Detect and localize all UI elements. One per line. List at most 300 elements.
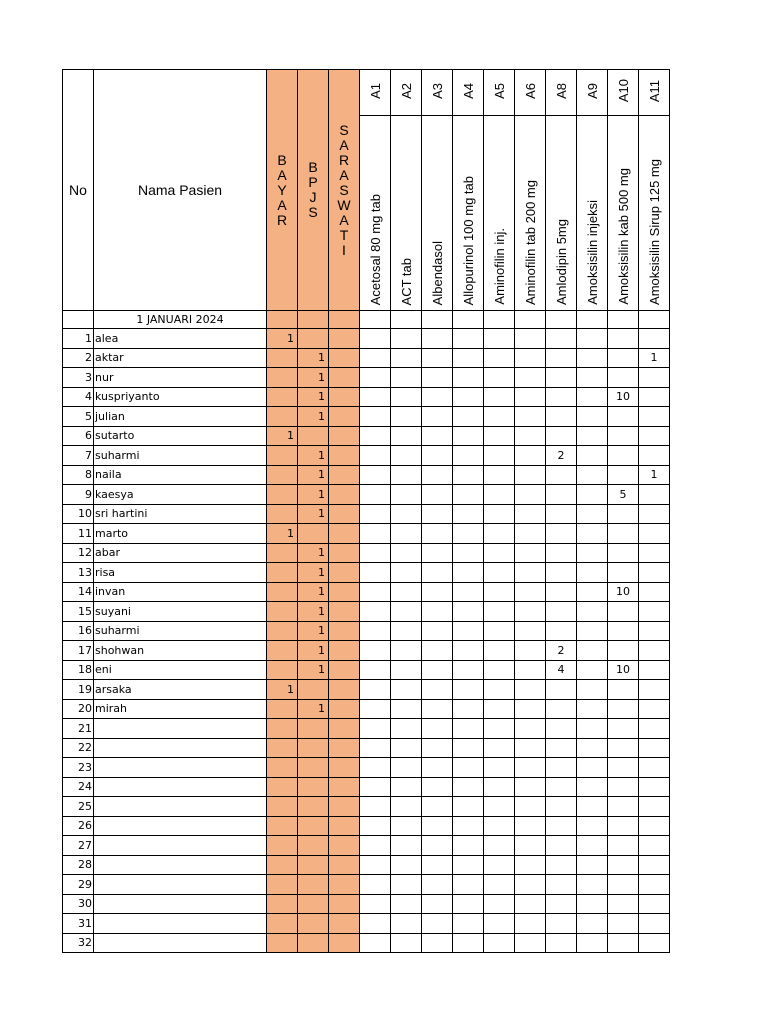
drug-quantity-cell[interactable]: [639, 836, 670, 856]
drug-quantity-cell[interactable]: [484, 797, 515, 817]
drug-quantity-cell[interactable]: [577, 875, 608, 895]
drug-quantity-cell[interactable]: [453, 446, 484, 466]
drug-quantity-cell[interactable]: [422, 543, 453, 563]
drug-quantity-cell[interactable]: [391, 329, 422, 349]
drug-quantity-cell[interactable]: [453, 465, 484, 485]
patient-name-cell[interactable]: kaesya: [94, 485, 267, 505]
drug-quantity-cell[interactable]: [515, 719, 546, 739]
drug-quantity-cell[interactable]: [546, 875, 577, 895]
drug-quantity-cell[interactable]: [360, 758, 391, 778]
drug-quantity-cell[interactable]: [360, 738, 391, 758]
payment-cell[interactable]: [267, 348, 298, 368]
payment-cell[interactable]: [329, 777, 360, 797]
drug-quantity-cell[interactable]: [577, 777, 608, 797]
payment-cell[interactable]: 1: [298, 582, 329, 602]
drug-quantity-cell[interactable]: [515, 563, 546, 583]
drug-quantity-cell[interactable]: [484, 933, 515, 953]
drug-quantity-cell[interactable]: [639, 368, 670, 388]
drug-quantity-cell[interactable]: [360, 719, 391, 739]
patient-name-cell[interactable]: [94, 875, 267, 895]
drug-quantity-cell[interactable]: [360, 407, 391, 427]
payment-cell[interactable]: [267, 777, 298, 797]
drug-quantity-cell[interactable]: [639, 914, 670, 934]
drug-quantity-cell[interactable]: [639, 738, 670, 758]
payment-cell[interactable]: [267, 446, 298, 466]
drug-quantity-cell[interactable]: [515, 933, 546, 953]
drug-quantity-cell[interactable]: [391, 504, 422, 524]
drug-quantity-cell[interactable]: [639, 719, 670, 739]
drug-quantity-cell[interactable]: [546, 368, 577, 388]
drug-quantity-cell[interactable]: [577, 894, 608, 914]
drug-quantity-cell[interactable]: [484, 855, 515, 875]
drug-quantity-cell[interactable]: [391, 426, 422, 446]
payment-cell[interactable]: [267, 660, 298, 680]
payment-cell[interactable]: [267, 485, 298, 505]
drug-quantity-cell[interactable]: [577, 368, 608, 388]
patient-name-cell[interactable]: suharmi: [94, 621, 267, 641]
payment-cell[interactable]: [329, 504, 360, 524]
drug-quantity-cell[interactable]: 4: [546, 660, 577, 680]
drug-quantity-cell[interactable]: [484, 875, 515, 895]
drug-quantity-cell[interactable]: [360, 621, 391, 641]
payment-cell[interactable]: [267, 836, 298, 856]
drug-quantity-cell[interactable]: [515, 407, 546, 427]
drug-quantity-cell[interactable]: [453, 485, 484, 505]
drug-quantity-cell[interactable]: [453, 368, 484, 388]
drug-quantity-cell[interactable]: [546, 797, 577, 817]
payment-cell[interactable]: 1: [267, 680, 298, 700]
payment-cell[interactable]: [329, 426, 360, 446]
drug-quantity-cell[interactable]: [577, 816, 608, 836]
drug-quantity-cell[interactable]: [546, 621, 577, 641]
payment-cell[interactable]: [267, 914, 298, 934]
drug-quantity-cell[interactable]: [422, 738, 453, 758]
drug-quantity-cell[interactable]: [391, 816, 422, 836]
drug-quantity-cell[interactable]: [546, 602, 577, 622]
payment-cell[interactable]: [267, 407, 298, 427]
drug-quantity-cell[interactable]: [608, 504, 639, 524]
drug-quantity-cell[interactable]: [422, 563, 453, 583]
patient-name-cell[interactable]: [94, 894, 267, 914]
payment-cell[interactable]: 1: [267, 524, 298, 544]
patient-name-cell[interactable]: eni: [94, 660, 267, 680]
drug-quantity-cell[interactable]: [422, 465, 453, 485]
drug-quantity-cell[interactable]: [484, 387, 515, 407]
drug-quantity-cell[interactable]: [422, 680, 453, 700]
patient-name-cell[interactable]: [94, 738, 267, 758]
payment-cell[interactable]: [267, 719, 298, 739]
drug-quantity-cell[interactable]: [453, 914, 484, 934]
drug-quantity-cell[interactable]: [515, 602, 546, 622]
drug-quantity-cell[interactable]: [577, 738, 608, 758]
payment-cell[interactable]: 1: [298, 407, 329, 427]
payment-cell[interactable]: [298, 836, 329, 856]
patient-name-cell[interactable]: [94, 758, 267, 778]
patient-name-cell[interactable]: arsaka: [94, 680, 267, 700]
drug-quantity-cell[interactable]: [639, 329, 670, 349]
drug-quantity-cell[interactable]: [546, 563, 577, 583]
drug-quantity-cell[interactable]: [577, 641, 608, 661]
drug-quantity-cell[interactable]: [453, 641, 484, 661]
drug-quantity-cell[interactable]: [515, 329, 546, 349]
drug-quantity-cell[interactable]: [422, 758, 453, 778]
drug-quantity-cell[interactable]: [608, 855, 639, 875]
drug-quantity-cell[interactable]: [639, 680, 670, 700]
payment-cell[interactable]: 1: [298, 699, 329, 719]
payment-cell[interactable]: [267, 621, 298, 641]
drug-quantity-cell[interactable]: [484, 680, 515, 700]
patient-name-cell[interactable]: alea: [94, 329, 267, 349]
drug-quantity-cell[interactable]: [577, 758, 608, 778]
drug-quantity-cell[interactable]: [515, 485, 546, 505]
drug-quantity-cell[interactable]: [515, 777, 546, 797]
drug-quantity-cell[interactable]: [391, 933, 422, 953]
drug-quantity-cell[interactable]: [360, 504, 391, 524]
drug-quantity-cell[interactable]: [546, 582, 577, 602]
drug-quantity-cell[interactable]: [391, 855, 422, 875]
patient-name-cell[interactable]: sri hartini: [94, 504, 267, 524]
payment-cell[interactable]: [329, 465, 360, 485]
drug-quantity-cell[interactable]: [484, 777, 515, 797]
drug-quantity-cell[interactable]: [639, 797, 670, 817]
drug-quantity-cell[interactable]: [515, 621, 546, 641]
drug-quantity-cell[interactable]: [484, 582, 515, 602]
drug-quantity-cell[interactable]: [639, 816, 670, 836]
drug-quantity-cell[interactable]: [422, 777, 453, 797]
payment-cell[interactable]: [298, 680, 329, 700]
drug-quantity-cell[interactable]: [360, 368, 391, 388]
drug-quantity-cell[interactable]: [391, 485, 422, 505]
drug-quantity-cell[interactable]: [391, 387, 422, 407]
patient-name-cell[interactable]: invan: [94, 582, 267, 602]
payment-cell[interactable]: [329, 914, 360, 934]
drug-quantity-cell[interactable]: [484, 816, 515, 836]
payment-cell[interactable]: [329, 543, 360, 563]
drug-quantity-cell[interactable]: [391, 582, 422, 602]
drug-quantity-cell[interactable]: [391, 738, 422, 758]
payment-cell[interactable]: [298, 719, 329, 739]
drug-quantity-cell[interactable]: [515, 524, 546, 544]
drug-quantity-cell[interactable]: [422, 582, 453, 602]
drug-quantity-cell[interactable]: [608, 407, 639, 427]
drug-quantity-cell[interactable]: [453, 543, 484, 563]
drug-quantity-cell[interactable]: 5: [608, 485, 639, 505]
drug-quantity-cell[interactable]: [422, 407, 453, 427]
payment-cell[interactable]: [329, 699, 360, 719]
drug-quantity-cell[interactable]: [391, 563, 422, 583]
payment-cell[interactable]: [267, 855, 298, 875]
payment-cell[interactable]: [267, 504, 298, 524]
drug-quantity-cell[interactable]: [546, 914, 577, 934]
drug-quantity-cell[interactable]: [577, 582, 608, 602]
drug-quantity-cell[interactable]: [639, 602, 670, 622]
patient-name-cell[interactable]: julian: [94, 407, 267, 427]
drug-quantity-cell[interactable]: [453, 582, 484, 602]
drug-quantity-cell[interactable]: [639, 758, 670, 778]
patient-name-cell[interactable]: abar: [94, 543, 267, 563]
drug-quantity-cell[interactable]: [422, 621, 453, 641]
payment-cell[interactable]: [298, 797, 329, 817]
drug-quantity-cell[interactable]: [422, 699, 453, 719]
payment-cell[interactable]: [329, 446, 360, 466]
drug-quantity-cell[interactable]: [484, 719, 515, 739]
payment-cell[interactable]: [267, 582, 298, 602]
drug-quantity-cell[interactable]: [453, 504, 484, 524]
drug-quantity-cell[interactable]: [546, 407, 577, 427]
payment-cell[interactable]: 1: [298, 446, 329, 466]
payment-cell[interactable]: [329, 894, 360, 914]
drug-quantity-cell[interactable]: [422, 816, 453, 836]
drug-quantity-cell[interactable]: [577, 407, 608, 427]
drug-quantity-cell[interactable]: [484, 348, 515, 368]
patient-name-cell[interactable]: [94, 836, 267, 856]
drug-quantity-cell[interactable]: [484, 504, 515, 524]
payment-cell[interactable]: [329, 660, 360, 680]
payment-cell[interactable]: 1: [298, 602, 329, 622]
drug-quantity-cell[interactable]: [453, 621, 484, 641]
drug-quantity-cell[interactable]: [360, 914, 391, 934]
payment-cell[interactable]: [298, 426, 329, 446]
drug-quantity-cell[interactable]: [391, 777, 422, 797]
drug-quantity-cell[interactable]: [453, 797, 484, 817]
drug-quantity-cell[interactable]: [577, 504, 608, 524]
drug-quantity-cell[interactable]: [484, 446, 515, 466]
drug-quantity-cell[interactable]: [515, 680, 546, 700]
payment-cell[interactable]: [267, 797, 298, 817]
drug-quantity-cell[interactable]: [391, 524, 422, 544]
payment-cell[interactable]: [329, 719, 360, 739]
drug-quantity-cell[interactable]: [639, 777, 670, 797]
drug-quantity-cell[interactable]: [639, 524, 670, 544]
payment-cell[interactable]: [267, 875, 298, 895]
drug-quantity-cell[interactable]: [515, 641, 546, 661]
drug-quantity-cell[interactable]: [422, 914, 453, 934]
drug-quantity-cell[interactable]: [422, 387, 453, 407]
payment-cell[interactable]: [298, 524, 329, 544]
drug-quantity-cell[interactable]: [515, 465, 546, 485]
drug-quantity-cell[interactable]: [577, 348, 608, 368]
drug-quantity-cell[interactable]: [546, 758, 577, 778]
payment-cell[interactable]: 1: [267, 426, 298, 446]
drug-quantity-cell[interactable]: [360, 446, 391, 466]
drug-quantity-cell[interactable]: [360, 348, 391, 368]
drug-quantity-cell[interactable]: [391, 894, 422, 914]
payment-cell[interactable]: 1: [267, 329, 298, 349]
drug-quantity-cell[interactable]: [608, 602, 639, 622]
payment-cell[interactable]: [329, 836, 360, 856]
drug-quantity-cell[interactable]: [391, 446, 422, 466]
drug-quantity-cell[interactable]: [639, 699, 670, 719]
drug-quantity-cell[interactable]: [360, 660, 391, 680]
patient-name-cell[interactable]: naila: [94, 465, 267, 485]
patient-name-cell[interactable]: nur: [94, 368, 267, 388]
drug-quantity-cell[interactable]: [391, 758, 422, 778]
drug-quantity-cell[interactable]: [639, 621, 670, 641]
drug-quantity-cell[interactable]: [639, 543, 670, 563]
drug-quantity-cell[interactable]: [608, 836, 639, 856]
drug-quantity-cell[interactable]: [453, 738, 484, 758]
drug-quantity-cell[interactable]: [608, 426, 639, 446]
payment-cell[interactable]: [298, 855, 329, 875]
drug-quantity-cell[interactable]: [515, 543, 546, 563]
drug-quantity-cell[interactable]: [484, 602, 515, 622]
drug-quantity-cell[interactable]: [639, 875, 670, 895]
drug-quantity-cell[interactable]: [546, 699, 577, 719]
payment-cell[interactable]: [298, 933, 329, 953]
payment-cell[interactable]: 1: [298, 563, 329, 583]
patient-name-cell[interactable]: marto: [94, 524, 267, 544]
payment-cell[interactable]: 1: [298, 660, 329, 680]
drug-quantity-cell[interactable]: [360, 875, 391, 895]
drug-quantity-cell[interactable]: [360, 797, 391, 817]
drug-quantity-cell[interactable]: [515, 797, 546, 817]
payment-cell[interactable]: [298, 738, 329, 758]
drug-quantity-cell[interactable]: [360, 329, 391, 349]
drug-quantity-cell[interactable]: 1: [639, 465, 670, 485]
drug-quantity-cell[interactable]: [453, 680, 484, 700]
drug-quantity-cell[interactable]: 2: [546, 641, 577, 661]
patient-name-cell[interactable]: sutarto: [94, 426, 267, 446]
drug-quantity-cell[interactable]: [453, 387, 484, 407]
payment-cell[interactable]: [329, 816, 360, 836]
patient-name-cell[interactable]: suharmi: [94, 446, 267, 466]
drug-quantity-cell[interactable]: [391, 836, 422, 856]
drug-quantity-cell[interactable]: 10: [608, 582, 639, 602]
drug-quantity-cell[interactable]: [453, 875, 484, 895]
payment-cell[interactable]: 1: [298, 465, 329, 485]
payment-cell[interactable]: [329, 563, 360, 583]
drug-quantity-cell[interactable]: 1: [639, 348, 670, 368]
payment-cell[interactable]: [298, 777, 329, 797]
drug-quantity-cell[interactable]: [546, 738, 577, 758]
payment-cell[interactable]: [329, 582, 360, 602]
drug-quantity-cell[interactable]: [546, 894, 577, 914]
drug-quantity-cell[interactable]: [453, 777, 484, 797]
payment-cell[interactable]: [329, 621, 360, 641]
drug-quantity-cell[interactable]: [360, 836, 391, 856]
drug-quantity-cell[interactable]: [546, 680, 577, 700]
patient-name-cell[interactable]: [94, 933, 267, 953]
drug-quantity-cell[interactable]: [639, 504, 670, 524]
drug-quantity-cell[interactable]: [515, 387, 546, 407]
drug-quantity-cell[interactable]: [577, 719, 608, 739]
payment-cell[interactable]: [298, 894, 329, 914]
drug-quantity-cell[interactable]: [608, 543, 639, 563]
drug-quantity-cell[interactable]: [608, 524, 639, 544]
drug-quantity-cell[interactable]: [391, 602, 422, 622]
payment-cell[interactable]: 1: [298, 641, 329, 661]
drug-quantity-cell[interactable]: [546, 719, 577, 739]
drug-quantity-cell[interactable]: [453, 563, 484, 583]
drug-quantity-cell[interactable]: [546, 504, 577, 524]
drug-quantity-cell[interactable]: [515, 660, 546, 680]
drug-quantity-cell[interactable]: [608, 348, 639, 368]
drug-quantity-cell[interactable]: [608, 699, 639, 719]
drug-quantity-cell[interactable]: [391, 621, 422, 641]
drug-quantity-cell[interactable]: [546, 348, 577, 368]
drug-quantity-cell[interactable]: [453, 933, 484, 953]
drug-quantity-cell[interactable]: [484, 465, 515, 485]
drug-quantity-cell[interactable]: [453, 407, 484, 427]
drug-quantity-cell[interactable]: 2: [546, 446, 577, 466]
drug-quantity-cell[interactable]: [577, 465, 608, 485]
payment-cell[interactable]: [329, 855, 360, 875]
drug-quantity-cell[interactable]: [422, 641, 453, 661]
drug-quantity-cell[interactable]: [360, 933, 391, 953]
drug-quantity-cell[interactable]: [577, 563, 608, 583]
drug-quantity-cell[interactable]: [360, 602, 391, 622]
drug-quantity-cell[interactable]: [360, 485, 391, 505]
drug-quantity-cell[interactable]: [484, 329, 515, 349]
drug-quantity-cell[interactable]: [453, 816, 484, 836]
drug-quantity-cell[interactable]: [453, 836, 484, 856]
drug-quantity-cell[interactable]: [515, 426, 546, 446]
drug-quantity-cell[interactable]: [515, 894, 546, 914]
drug-quantity-cell[interactable]: [484, 836, 515, 856]
payment-cell[interactable]: [298, 875, 329, 895]
drug-quantity-cell[interactable]: [577, 543, 608, 563]
drug-quantity-cell[interactable]: [577, 933, 608, 953]
drug-quantity-cell[interactable]: [577, 621, 608, 641]
drug-quantity-cell[interactable]: [639, 446, 670, 466]
drug-quantity-cell[interactable]: [639, 582, 670, 602]
drug-quantity-cell[interactable]: [577, 602, 608, 622]
drug-quantity-cell[interactable]: [360, 894, 391, 914]
drug-quantity-cell[interactable]: [360, 543, 391, 563]
drug-quantity-cell[interactable]: [577, 660, 608, 680]
drug-quantity-cell[interactable]: [484, 660, 515, 680]
drug-quantity-cell[interactable]: [608, 797, 639, 817]
drug-quantity-cell[interactable]: [453, 894, 484, 914]
payment-cell[interactable]: [267, 368, 298, 388]
drug-quantity-cell[interactable]: [391, 914, 422, 934]
drug-quantity-cell[interactable]: 10: [608, 387, 639, 407]
drug-quantity-cell[interactable]: [360, 426, 391, 446]
payment-cell[interactable]: [329, 387, 360, 407]
drug-quantity-cell[interactable]: [422, 719, 453, 739]
drug-quantity-cell[interactable]: [608, 777, 639, 797]
payment-cell[interactable]: [329, 680, 360, 700]
payment-cell[interactable]: [267, 387, 298, 407]
drug-quantity-cell[interactable]: [608, 816, 639, 836]
drug-quantity-cell[interactable]: [608, 680, 639, 700]
payment-cell[interactable]: [329, 348, 360, 368]
drug-quantity-cell[interactable]: [360, 524, 391, 544]
patient-name-cell[interactable]: mirah: [94, 699, 267, 719]
payment-cell[interactable]: [298, 816, 329, 836]
drug-quantity-cell[interactable]: [453, 426, 484, 446]
payment-cell[interactable]: 1: [298, 485, 329, 505]
drug-quantity-cell[interactable]: 10: [608, 660, 639, 680]
drug-quantity-cell[interactable]: [391, 348, 422, 368]
drug-quantity-cell[interactable]: [484, 426, 515, 446]
payment-cell[interactable]: 1: [298, 368, 329, 388]
payment-cell[interactable]: [329, 524, 360, 544]
payment-cell[interactable]: [329, 407, 360, 427]
drug-quantity-cell[interactable]: [546, 836, 577, 856]
payment-cell[interactable]: [329, 602, 360, 622]
drug-quantity-cell[interactable]: [453, 855, 484, 875]
drug-quantity-cell[interactable]: [515, 582, 546, 602]
drug-quantity-cell[interactable]: [639, 485, 670, 505]
drug-quantity-cell[interactable]: [453, 348, 484, 368]
drug-quantity-cell[interactable]: [360, 465, 391, 485]
payment-cell[interactable]: 1: [298, 504, 329, 524]
drug-quantity-cell[interactable]: [484, 368, 515, 388]
drug-quantity-cell[interactable]: [360, 777, 391, 797]
drug-quantity-cell[interactable]: [484, 894, 515, 914]
drug-quantity-cell[interactable]: [391, 641, 422, 661]
